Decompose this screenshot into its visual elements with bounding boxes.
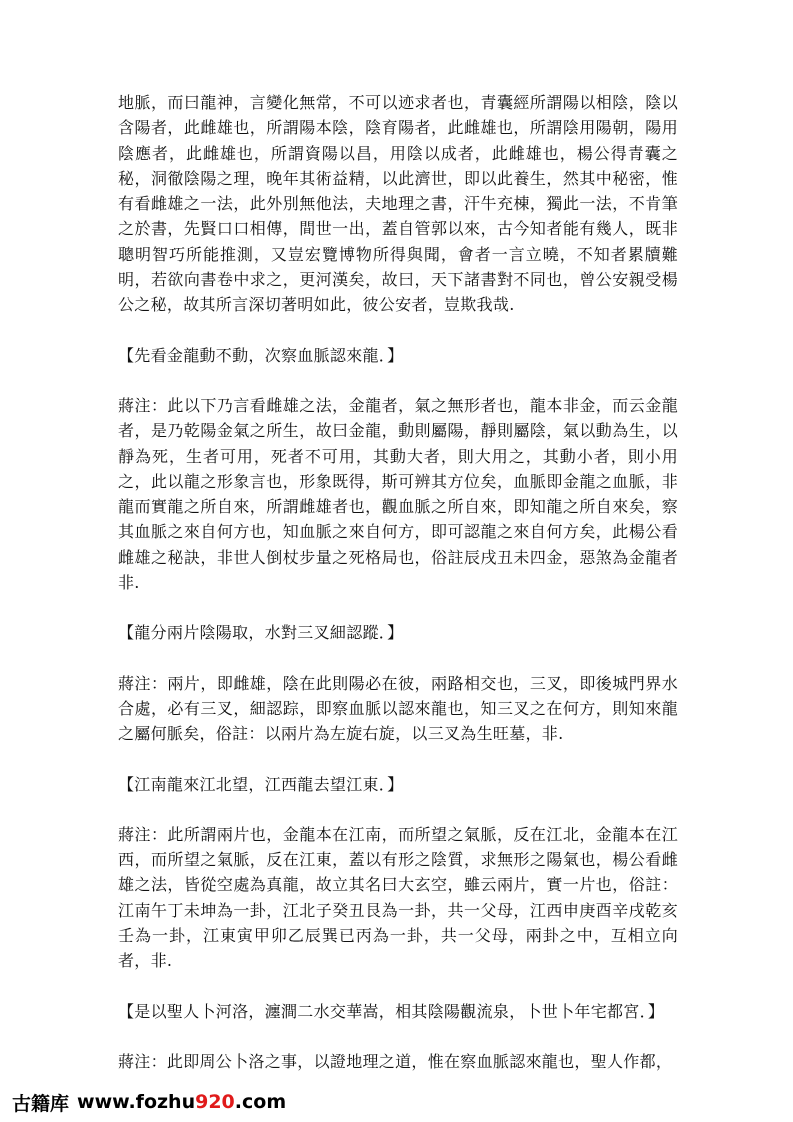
verse-line: 【江南龍來江北望，江西龍去望江東．】 [118,774,404,794]
commentary-paragraph: 地脈，而曰龍神，言變化無常，不可以迹求者也，青囊經所謂陽以相陰，陰以含陽者，此雌雄也，所謂陽本陰，陰育陽者，此雌雄也，所謂陰用陽朝，陽用陰應者，此雌雄也，所謂資陽以昌，用陰以成者，此雌雄也，楊公得青囊之秘，洞徹陰陽之理，晚年其術益精，以此濟世，即以此養生，然其中秘密，惟有看雌雄之一法，此外別無他法，夫地理之書，汗牛充棟，獨此一法，不肯筆之於書，先賢口口相傳，間世一出，蓋自管郭以來，古今知者能有幾人，既非聰明智巧所能推測，又豈宏覽博物所得與聞，會者一言立曉，不知者累牘難明，若欲向書卷中求之，更河漢矣，故曰，天下諸書對不同也，曾公安親受楊公之秘，故其所言深切著明如此，彼公安者，豈欺我哉. [118,93,678,315]
site-footer [12,1090,286,1114]
site-url-number[interactable]: 920 [195,1091,235,1113]
site-url-suffix[interactable]: .com [234,1091,287,1113]
verse-line: 【龍分兩片陰陽取，水對三叉細認蹤．】 [118,623,404,643]
commentary-paragraph: 蔣注：此即周公卜洛之事，以證地理之道，惟在察血脈認來龍也，聖人作都， [118,1051,673,1071]
commentary-paragraph: 蔣注：此所謂兩片也，金龍本在江南，而所望之氣脈，反在江北，金龍本在江西，而所望之氣脈，反在江東，蓋以有形之陰質，求無形之陽氣也，楊公看雌雄之法，皆從空處為真龍，故立其名曰大玄空，雖云兩片，實一片也，俗註：江南午丁未坤為一卦，江北子癸丑艮為一卦，共一父母，江西申庚酉辛戌乾亥壬為一卦，江東寅甲卯乙辰巽已丙為一卦，共一父母，兩卦之中，互相立向者，非. [118,824,678,971]
commentary-paragraph: 蔣注：此以下乃言看雌雄之法，金龍者，氣之無形者也，龍本非金，而云金龍者，是乃乾陽金氣之所生，故曰金龍，動則屬陽，靜則屬陰，氣以動為生，以靜為死，生者可用，死者不可用，其動大者，則大用之，其動小者，則小用之，此以龍之形象言也，形象既得，斯可辨其方位矣，血脈即金龍之血脈，非龍而實龍之所自來，所謂雌雄者也，觀血脈之所自來，即知龍之所自來矣，察其血脈之來自何方也，知血脈之來自何方，即可認龍之來自何方矣，此楊公看雌雄之秘訣，非世人倒杖步量之死格局也，俗註辰戌丑未四金，惡煞為金龍者非. [118,395,678,593]
text-body [118,90,678,1099]
site-name: 古籍库 [12,1092,70,1115]
verse-line: 【先看金龍動不動，次察血脈認來龍．】 [118,345,404,365]
site-url-prefix[interactable]: www.fozhu [77,1091,196,1113]
commentary-paragraph: 蔣注：兩片，即雌雄，陰在此則陽必在彼，兩路相交也，三叉，即後城門界水合處，必有三叉，細認踪，即察血脈以認來龍也，知三叉之在何方，則知來龍之屬何脈矣，俗註：以兩片為左旋右旋，以三叉為生旺墓，非. [118,673,678,744]
verse-line: 【是以聖人卜河洛，瀍澗二水交華嵩，相其陰陽觀流泉，卜世卜年宅都宮．】 [118,1001,665,1021]
